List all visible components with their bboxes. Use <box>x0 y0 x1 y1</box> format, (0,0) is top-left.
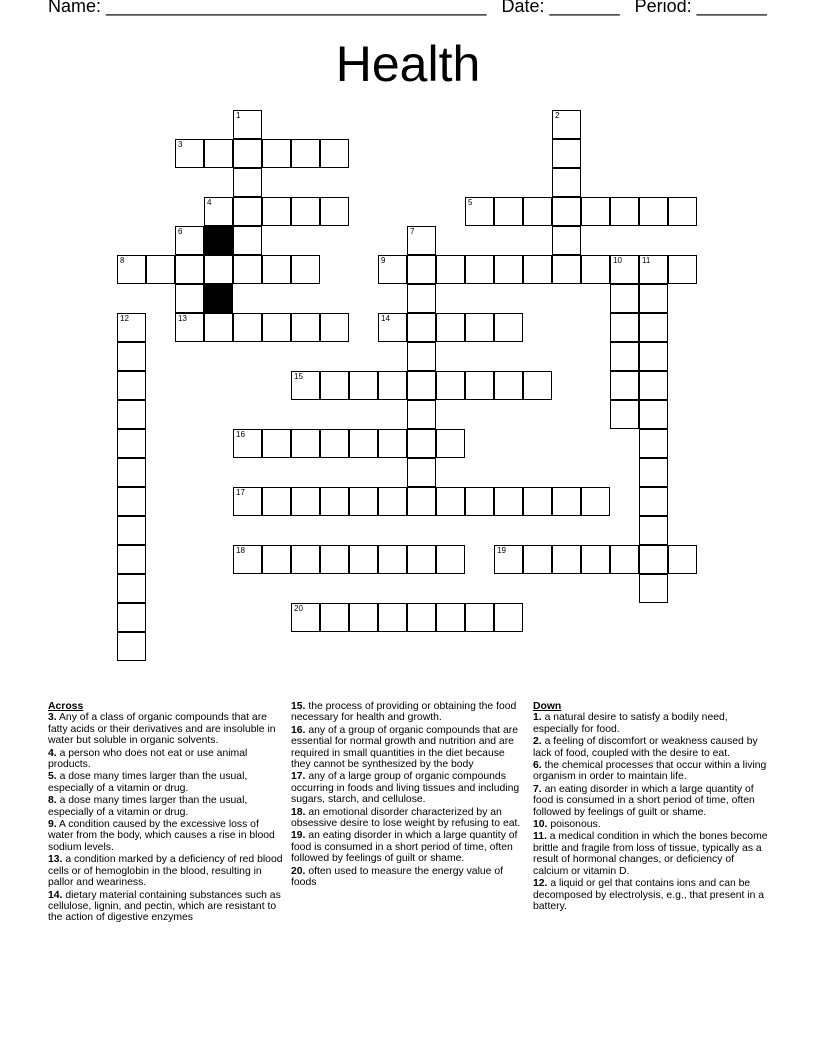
clue-text: an eating disorder in which a large quantity of food is consumed in a short period of time, often followed by feelings of guilt or shame. <box>291 830 518 865</box>
grid-cell[interactable] <box>291 313 320 342</box>
grid-cell[interactable] <box>117 342 146 371</box>
across-clue <box>291 701 527 724</box>
grid-cell[interactable] <box>349 603 378 632</box>
across-clue <box>291 771 527 805</box>
grid-cell[interactable] <box>320 139 349 168</box>
grid-cell[interactable] <box>407 429 436 458</box>
clue-number: 18 <box>236 546 245 555</box>
grid-cell[interactable] <box>407 458 436 487</box>
grid-cell[interactable] <box>407 371 436 400</box>
grid-cell[interactable] <box>117 429 146 458</box>
clue-number: 9 <box>381 256 386 265</box>
grid-cell[interactable] <box>581 487 610 516</box>
clue-number: 19. <box>291 830 306 842</box>
grid-cell[interactable] <box>291 371 320 400</box>
grid-cell[interactable] <box>610 371 639 400</box>
clue-number: 4 <box>207 198 212 207</box>
grid-cell[interactable] <box>349 545 378 574</box>
grid-cell[interactable] <box>436 313 465 342</box>
name-blank[interactable]: ______________________________________ <box>106 0 487 16</box>
clue-number: 3. <box>48 712 57 724</box>
grid-cell[interactable] <box>494 313 523 342</box>
period-blank[interactable]: _______ <box>696 0 767 16</box>
grid-cell[interactable] <box>668 255 697 284</box>
grid-cell[interactable] <box>291 255 320 284</box>
clue-text: any of a group of organic compounds that are essential for normal growth and nutrition and are required in small quantities in the diet because they cannot be synthesized by the body <box>291 724 519 771</box>
clue-text: a dose many times larger than the usual, especially of a vitamin or drug. <box>48 795 248 818</box>
across-clue <box>48 795 284 818</box>
clue-number: 10 <box>613 256 622 265</box>
grid-cell[interactable] <box>204 313 233 342</box>
grid-cell[interactable] <box>639 429 668 458</box>
clue-number: 1 <box>236 111 241 120</box>
across-clue <box>48 712 284 746</box>
name-label: Name: <box>48 0 102 16</box>
page-title: Health <box>335 36 481 92</box>
grid-cell[interactable] <box>117 603 146 632</box>
grid-cell[interactable] <box>610 255 639 284</box>
clue-number: 20. <box>291 865 306 877</box>
grid-cell[interactable] <box>233 429 262 458</box>
grid-cell[interactable] <box>320 371 349 400</box>
grid-cell[interactable] <box>291 545 320 574</box>
grid-cell[interactable] <box>552 545 581 574</box>
grid-cell[interactable] <box>552 139 581 168</box>
clue-number: 13. <box>48 854 63 866</box>
clue-text: the process of providing or obtaining the food necessary for health and growth. <box>291 701 517 724</box>
grid-cell[interactable] <box>494 487 523 516</box>
grid-cell[interactable] <box>552 197 581 226</box>
grid-cell[interactable] <box>233 110 262 139</box>
clue-number: 6 <box>178 227 183 236</box>
grid-cell[interactable] <box>233 545 262 574</box>
grid-cell[interactable] <box>117 574 146 603</box>
clue-number: 7 <box>410 227 415 236</box>
clue-text: a dose many times larger than the usual, especially of a vitamin or drug. <box>48 771 248 794</box>
grid-cell[interactable] <box>204 139 233 168</box>
grid-cell[interactable] <box>436 545 465 574</box>
clue-number: 12 <box>120 314 129 323</box>
clue-number: 1. <box>533 712 542 724</box>
grid-cell[interactable] <box>465 487 494 516</box>
grid-cell[interactable] <box>610 197 639 226</box>
clue-heading: Down <box>533 701 562 712</box>
clue-text: A condition caused by the excessive loss of water from the body, which causes a rise in blood sodium levels. <box>48 819 275 853</box>
clue-text: a person who does not eat or use animal products. <box>48 747 248 771</box>
grid-cell[interactable] <box>233 487 262 516</box>
clue-number: 18. <box>291 806 306 818</box>
grid-cell[interactable] <box>262 313 291 342</box>
grid-cell[interactable] <box>639 574 668 603</box>
grid-cell[interactable] <box>204 255 233 284</box>
clue-number: 7. <box>533 783 542 795</box>
clue-text: Any of a class of organic compounds that are fatty acids or their derivatives and are insoluble in water but soluble in organic solvents. <box>48 712 276 747</box>
grid-cell[interactable] <box>465 603 494 632</box>
grid-cell[interactable] <box>262 197 291 226</box>
grid-cell[interactable] <box>639 516 668 545</box>
grid-cell[interactable] <box>407 226 436 255</box>
grid-cell[interactable] <box>320 197 349 226</box>
clue-text: a natural desire to satisfy a bodily need, especially for food. <box>533 712 728 735</box>
clues-column-3 <box>533 701 769 913</box>
clue-text: a feeling of discomfort or weakness caused by lack of food, coupled with the desire to eat. <box>533 736 758 759</box>
clue-text: a medical condition in which the bones become brittle and fragile from loss of tissue, typically as a result of hormonal changes, or deficiency of calcium or vitamin D. <box>533 831 768 877</box>
grid-cell[interactable] <box>639 545 668 574</box>
grid-cell[interactable] <box>233 168 262 197</box>
clue-number: 17. <box>291 771 306 783</box>
grid-cell[interactable] <box>610 545 639 574</box>
grid-cell[interactable] <box>465 371 494 400</box>
clue-heading: Across <box>48 701 84 712</box>
grid-cell[interactable] <box>175 226 204 255</box>
grid-cell[interactable] <box>610 313 639 342</box>
grid-cell[interactable] <box>262 255 291 284</box>
clue-number: 14. <box>48 889 63 901</box>
clue-number: 13 <box>178 314 187 323</box>
clues-column-2 <box>291 701 527 890</box>
grid-cell[interactable] <box>117 371 146 400</box>
grid-cell[interactable] <box>175 313 204 342</box>
grid-cell[interactable] <box>233 226 262 255</box>
clue-text: often used to measure the energy value of foods <box>291 865 504 889</box>
grid-cell[interactable] <box>117 545 146 574</box>
clue-text: a condition marked by a deficiency of red blood cells or of hemoglobin in the blood, resulting in pallor and weariness. <box>48 854 283 889</box>
grid-cell[interactable] <box>552 226 581 255</box>
grid-cell[interactable] <box>639 313 668 342</box>
grid-cell[interactable] <box>639 458 668 487</box>
grid-cell[interactable] <box>639 197 668 226</box>
grid-cell[interactable] <box>610 342 639 371</box>
grid-cell[interactable] <box>581 255 610 284</box>
grid-cell[interactable] <box>378 371 407 400</box>
grid-cell[interactable] <box>291 429 320 458</box>
grid-cell[interactable] <box>465 197 494 226</box>
grid-cell[interactable] <box>523 197 552 226</box>
grid-cell[interactable] <box>117 400 146 429</box>
grid-cell[interactable] <box>117 516 146 545</box>
grid-cell[interactable] <box>494 197 523 226</box>
down-clue <box>533 712 769 735</box>
grid-cell[interactable] <box>233 139 262 168</box>
across-clue <box>291 807 527 830</box>
grid-cell[interactable] <box>494 255 523 284</box>
clue-text: an eating disorder in which a large quantity of food is consumed in a short period of time, often followed by feelings of guilt or shame. <box>533 783 755 818</box>
grid-cell[interactable] <box>262 139 291 168</box>
clue-text: poisonous. <box>550 819 601 831</box>
grid-cell[interactable] <box>407 487 436 516</box>
grid-cell[interactable] <box>407 313 436 342</box>
down-clue <box>533 831 769 877</box>
grid-cell[interactable] <box>639 255 668 284</box>
clue-number: 14 <box>381 314 390 323</box>
grid-cell[interactable] <box>117 487 146 516</box>
grid-cell[interactable] <box>494 371 523 400</box>
clue-number: 6. <box>533 760 542 772</box>
grid-cell[interactable] <box>233 313 262 342</box>
across-clue <box>291 725 527 771</box>
grid-cell[interactable] <box>233 197 262 226</box>
grid-cell[interactable] <box>291 139 320 168</box>
clue-number: 3 <box>178 140 183 149</box>
grid-cell[interactable] <box>117 313 146 342</box>
across-clue <box>48 771 284 794</box>
clue-number: 11 <box>642 256 651 265</box>
grid-cell[interactable] <box>668 545 697 574</box>
grid-cell[interactable] <box>581 197 610 226</box>
clue-number: 5. <box>48 771 57 783</box>
grid-cell[interactable] <box>581 545 610 574</box>
across-clue <box>291 866 527 889</box>
clue-number: 17 <box>236 488 245 497</box>
grid-cell[interactable] <box>117 632 146 661</box>
grid-cell[interactable] <box>291 197 320 226</box>
grid-cell[interactable] <box>523 487 552 516</box>
across-clue <box>48 890 284 924</box>
grid-cell[interactable] <box>320 487 349 516</box>
grid-cell[interactable] <box>523 255 552 284</box>
grid-cell[interactable] <box>639 400 668 429</box>
grid-cell[interactable] <box>407 603 436 632</box>
grid-cell[interactable] <box>465 255 494 284</box>
clue-number: 2 <box>555 111 560 120</box>
grid-cell[interactable] <box>494 603 523 632</box>
clue-number: 4. <box>48 747 57 759</box>
grid-cell[interactable] <box>668 197 697 226</box>
clue-number: 19 <box>497 546 506 555</box>
grid-cell[interactable] <box>117 458 146 487</box>
clue-number: 9. <box>48 819 57 831</box>
clue-number: 2. <box>533 736 542 748</box>
grid-cell[interactable] <box>320 545 349 574</box>
grid-cell[interactable] <box>378 487 407 516</box>
grid-cell[interactable] <box>407 545 436 574</box>
clue-number: 8 <box>120 256 125 265</box>
period-label: Period: <box>634 0 692 16</box>
grid-cell[interactable] <box>349 429 378 458</box>
grid-cell[interactable] <box>552 168 581 197</box>
grid-cell[interactable] <box>175 139 204 168</box>
grid-cell[interactable] <box>262 487 291 516</box>
clue-number: 15 <box>294 372 303 381</box>
down-clue <box>533 736 769 759</box>
grid-cell[interactable] <box>320 313 349 342</box>
grid-cell[interactable] <box>610 284 639 313</box>
clue-number: 10. <box>533 819 548 831</box>
grid-cell[interactable] <box>349 371 378 400</box>
across-clue <box>48 748 284 771</box>
grid-cell[interactable] <box>291 487 320 516</box>
grid-cell[interactable] <box>175 284 204 313</box>
grid-cell[interactable] <box>639 342 668 371</box>
grid-cell[interactable] <box>552 487 581 516</box>
clue-text: any of a large group of organic compounds occurring in foods and living tissues and including sugars, starch, and cellulose. <box>291 771 520 806</box>
clue-number: 11. <box>533 831 547 843</box>
grid-cell[interactable] <box>639 487 668 516</box>
clue-text: the chemical processes that occur within a living organism in order to maintain life. <box>533 760 767 783</box>
grid-cell[interactable] <box>291 603 320 632</box>
grid-cell[interactable] <box>378 313 407 342</box>
clues-column-1 <box>48 701 284 925</box>
date-label: Date: <box>501 0 545 16</box>
grid-cell[interactable] <box>436 603 465 632</box>
grid-cell[interactable] <box>465 313 494 342</box>
grid-cell[interactable] <box>262 429 291 458</box>
down-clue <box>533 760 769 783</box>
grid-cell[interactable] <box>407 400 436 429</box>
clue-number: 15. <box>291 701 306 712</box>
date-blank[interactable]: _______ <box>549 0 620 16</box>
grid-cell[interactable] <box>436 487 465 516</box>
grid-cell[interactable] <box>494 545 523 574</box>
grid-cell[interactable] <box>175 255 204 284</box>
clue-number: 20 <box>294 604 303 613</box>
grid-cell[interactable] <box>233 255 262 284</box>
clue-number: 16. <box>291 724 306 736</box>
down-clue <box>533 784 769 818</box>
grid-cell[interactable] <box>436 255 465 284</box>
clue-number: 12. <box>533 878 548 890</box>
down-clue <box>533 819 769 830</box>
across-clue <box>291 830 527 864</box>
clue-number: 16 <box>236 430 245 439</box>
grid-cell[interactable] <box>407 342 436 371</box>
grid-cell[interactable] <box>639 284 668 313</box>
clue-text: a liquid or gel that contains ions and can be decomposed by electrolysis, e.g., that present in a battery. <box>533 878 765 912</box>
clue-number: 8. <box>48 795 57 807</box>
grid-cell[interactable] <box>552 255 581 284</box>
clue-number: 5 <box>468 198 473 207</box>
grid-cell[interactable] <box>610 400 639 429</box>
grid-cell[interactable] <box>639 371 668 400</box>
black-square <box>204 284 233 313</box>
clue-text: an emotional disorder characterized by an obsessive desire to lose weight by refusing to eat. <box>291 806 521 830</box>
grid-cell[interactable] <box>436 371 465 400</box>
grid-cell[interactable] <box>523 371 552 400</box>
grid-cell[interactable] <box>320 603 349 632</box>
grid-cell[interactable] <box>204 197 233 226</box>
grid-cell[interactable] <box>146 255 175 284</box>
grid-cell[interactable] <box>378 545 407 574</box>
grid-cell[interactable] <box>552 110 581 139</box>
grid-cell[interactable] <box>407 284 436 313</box>
down-clue <box>533 878 769 912</box>
grid-cell[interactable] <box>378 429 407 458</box>
grid-cell[interactable] <box>407 255 436 284</box>
across-clue <box>48 854 284 888</box>
grid-cell[interactable] <box>262 545 291 574</box>
grid-cell[interactable] <box>378 255 407 284</box>
across-clue <box>48 819 284 853</box>
black-square <box>204 226 233 255</box>
grid-cell[interactable] <box>320 429 349 458</box>
grid-cell[interactable] <box>349 487 378 516</box>
grid-cell[interactable] <box>378 603 407 632</box>
clue-text: dietary material containing substances such as cellulose, lignin, and pectin, which are resistant to the action of digestive enzymes <box>48 889 281 924</box>
grid-cell[interactable] <box>117 255 146 284</box>
grid-cell[interactable] <box>523 545 552 574</box>
grid-cell[interactable] <box>436 429 465 458</box>
